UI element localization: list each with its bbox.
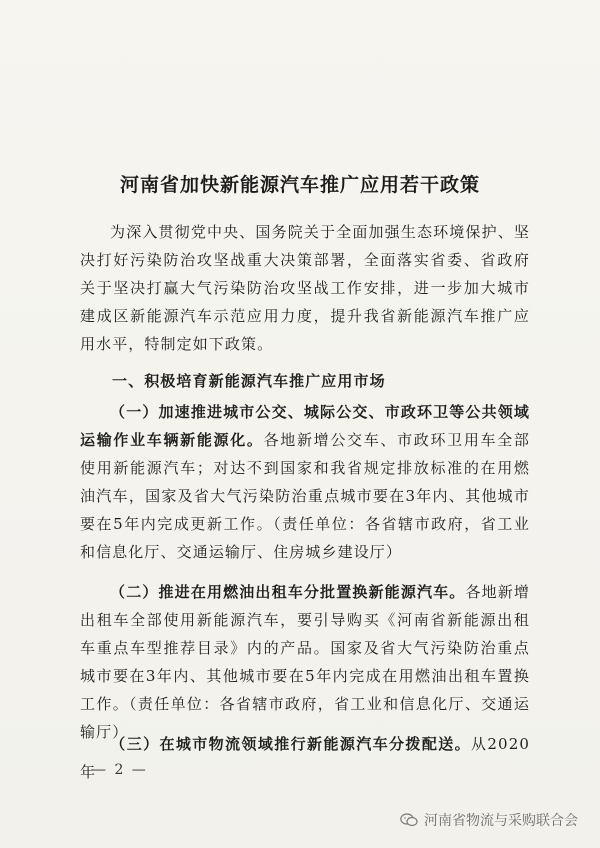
- page-number: — 2 —: [92, 762, 148, 778]
- watermark-text: 河南省物流与采购联合会: [424, 813, 578, 829]
- item1-paragraph: [80, 398, 530, 566]
- intro-text: 为深入贯彻党中央、国务院关于全面加强生态环境保护、坚决打好污染防治攻坚战重大决策部署，全面落实省委、省政府关于坚决打赢大气污染防治攻坚战工作安排，进一步加大城市建成区新能源汽车示范应用力度，提升我省新能源汽车推广应用水平，特制定如下政策。: [80, 223, 530, 353]
- section1-heading: 一、积极培育新能源汽车推广应用市场: [112, 372, 386, 390]
- item1-heading: （一）加速推进城市公交、城际公交、市政环卫等公共领域运输作业车辆新能源化。: [80, 403, 530, 449]
- item2-paragraph: [80, 578, 530, 746]
- item1-body: 各地新增公交车、市政环卫用车全部使用新能源汽车；对达不到国家和我省规定排放标准的在用燃油汽车，国家及省大气污染防治重点城市要在3年内、其他城市要在5年内完成更新工作。（责任单位：各省辖市政府，省工业和信息化厅、交通运输厅、住房城乡建设厅）: [80, 431, 530, 561]
- watermark: [400, 810, 578, 830]
- item3-heading: （三）在城市物流领域推行新能源汽车分拨配送。: [110, 735, 472, 753]
- wechat-icon: [400, 813, 418, 827]
- item3-body: 从2020年: [80, 735, 530, 781]
- document-title: 河南省加快新能源汽车推广应用若干政策: [119, 174, 480, 196]
- intro-paragraph: [80, 218, 530, 358]
- item2-body: 各地新增出租车全部使用新能源汽车，要引导购买《河南省新能源出租车重点车型推荐目录》内的产品。国家及省大气污染防治重点城市要在3年内、其他城市要在5年内完成在用燃油出租车置换工作。（责任单位：各省辖市政府，省工业和信息化厅、交通运输厅）: [80, 583, 530, 741]
- item2-heading: （二）推进在用燃油出租车分批置换新能源汽车。: [110, 583, 466, 601]
